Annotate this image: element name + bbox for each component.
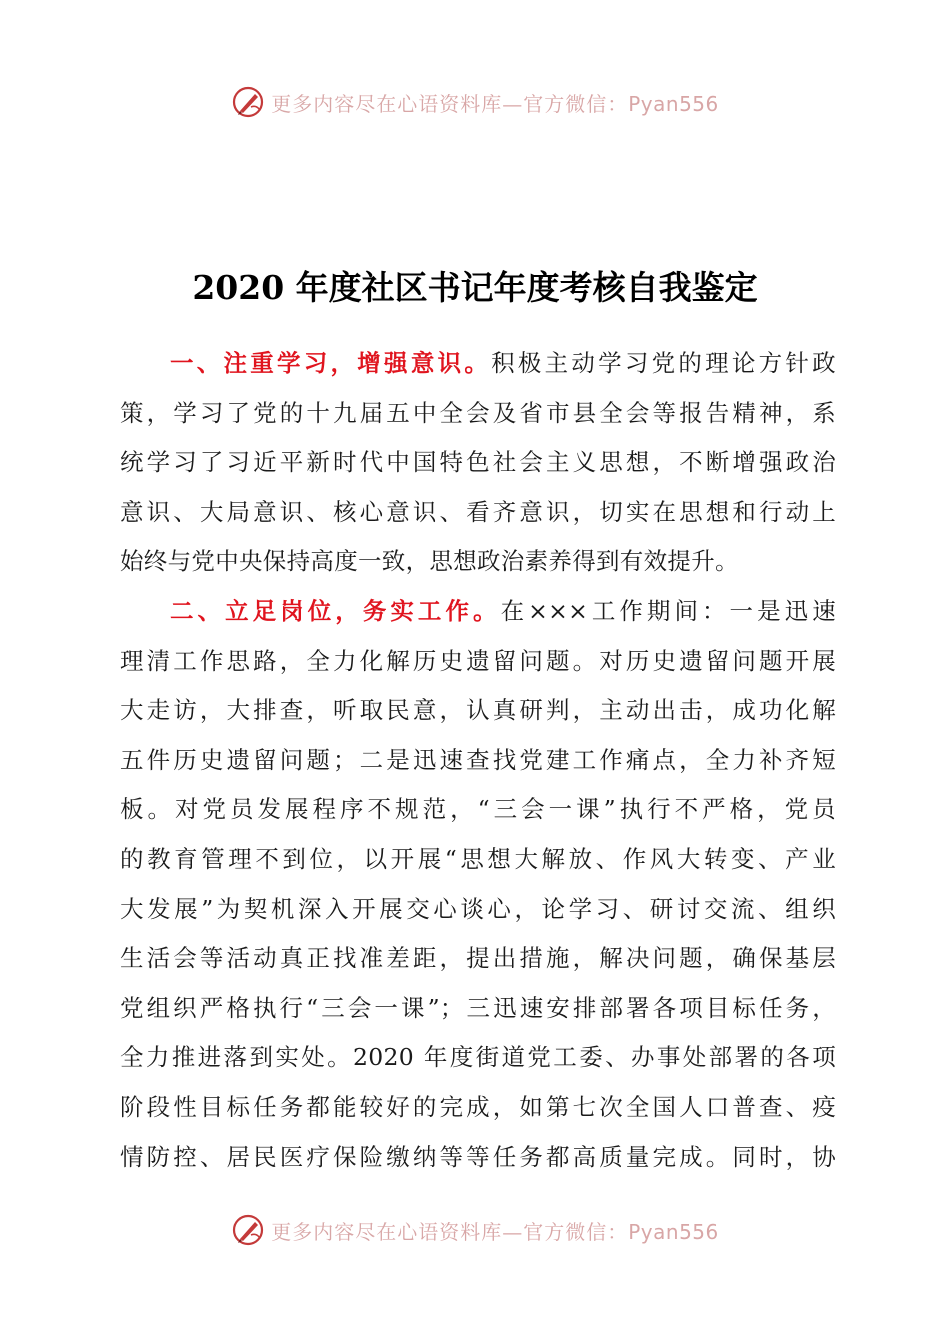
text-line: 一、注重学习，增强意识。积极主动学习党的理论方针政 [170,349,836,377]
text-line: 五件历史遗留问题；二是迅速查找党建工作痛点，全力补齐短 [120,745,836,774]
paragraph-1 [120,339,836,587]
text-line: 全力推进落到实处。2020 年度街道党工委、办事处部署的各项 [120,1043,836,1072]
header-watermark [0,80,950,124]
text-line: 意识、大局意识、核心意识、看齐意识，切实在思想和行动上 [120,497,836,526]
watermark-text: 更多内容尽在心语资料库—官方微信：Pyan556 [271,1219,719,1244]
text-line: 二、立足岗位，务实工作。在×××工作期间：一是迅速 [170,596,836,625]
text-line: 党组织严格执行“三会一课”；三迅速安排部署各项目标任务， [120,993,836,1022]
text-line: 始终与党中央保持高度一致，思想政治素养得到有效提升。 [120,547,739,576]
text-line: 阶段性目标任务都能较好的完成，如第七次全国人口普查、疫 [120,1092,836,1121]
text-line: 的教育管理不到位，以开展“思想大解放、作风大转变、产业 [120,844,836,873]
footer-watermark [0,1208,950,1252]
document-title: 2020 年度社区书记年度考核自我鉴定 [192,268,758,307]
text-line: 大走访，大排查，听取民意，认真研判，主动出击，成功化解 [120,696,836,725]
watermark-id: Pyan556 [628,91,719,116]
text-line: 理清工作思路，全力化解历史遗留问题。对历史遗留问题开展 [120,646,836,675]
watermark-id: Pyan556 [628,1219,719,1244]
text-line: 大发展”为契机深入开展交心谈心，论学习、研讨交流、组织 [120,894,836,923]
paragraph-2 [120,587,836,1182]
watermark-text: 更多内容尽在心语资料库—官方微信：Pyan556 [271,91,719,116]
text-line: 板。对党员发展程序不规范，“三会一课”执行不严格，党员 [120,795,836,824]
text-line: 策，学习了党的十九届五中全会及省市县全会等报告精神，系 [120,398,836,427]
document-body [120,339,836,1182]
section-heading-2: 二、立足岗位，务实工作。 [170,596,501,625]
text-line: 情防控、居民医疗保险缴纳等等任务都高质量完成。同时，协 [120,1142,836,1171]
pen-logo-icon [231,85,265,119]
text-line: 生活会等活动真正找准差距，提出措施，解决问题，确保基层 [120,944,836,973]
section-heading-1: 一、注重学习，增强意识。 [170,349,492,377]
text-line: 统学习了习近平新时代中国特色社会主义思想，不断增强政治 [120,448,836,477]
pen-logo-icon [231,1213,265,1247]
